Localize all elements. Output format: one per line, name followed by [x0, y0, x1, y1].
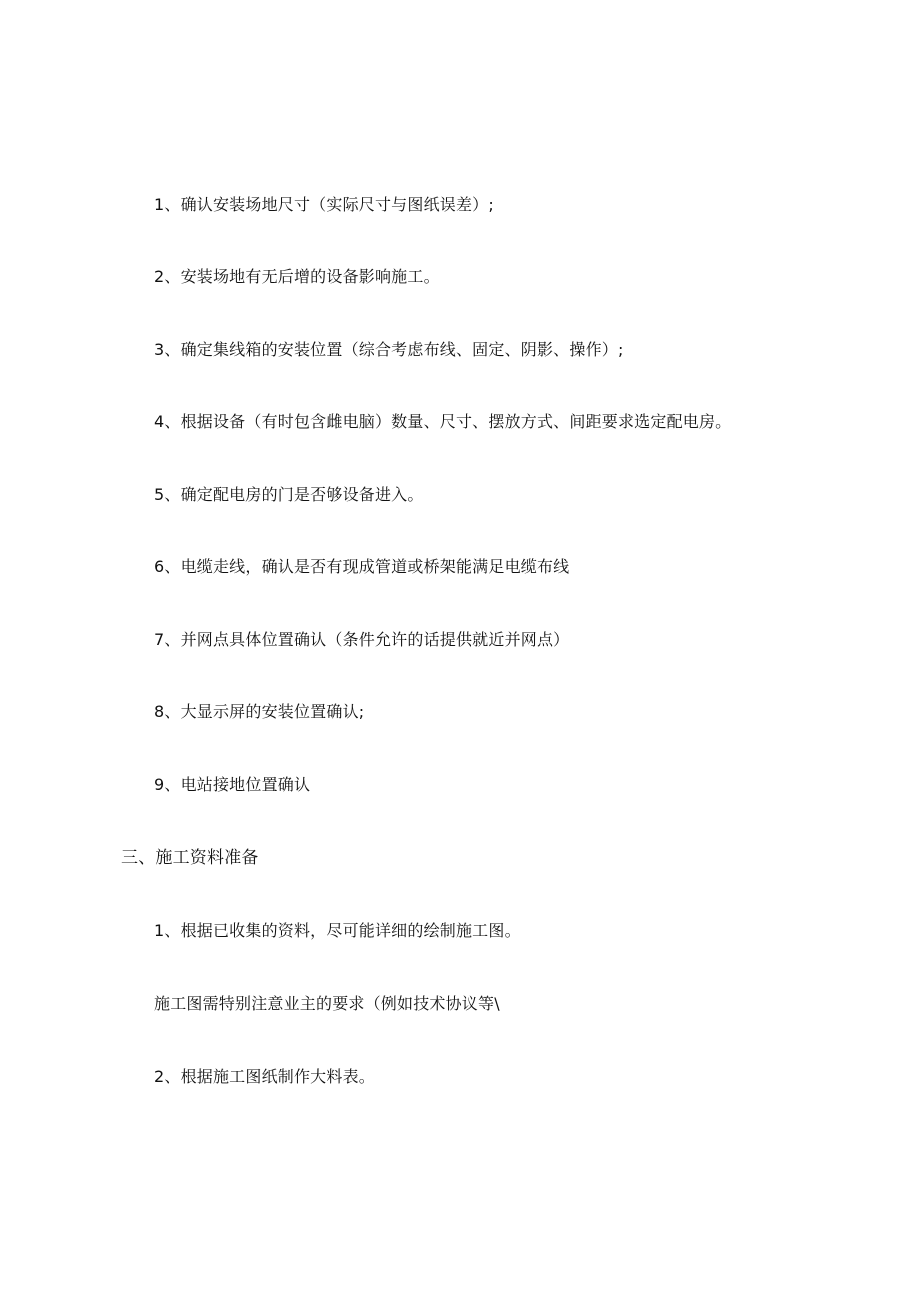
list-item-9: 9、电站接地位置确认: [154, 775, 311, 794]
list-item-2: 2、安装场地有无后增的设备影响施工。: [154, 267, 440, 286]
section-heading: 三、施工资料准备: [121, 848, 259, 868]
prep-item-1: 1、根据已收集的资料，尽可能详细的绘制施工图。: [154, 921, 521, 940]
list-item-7: 7、并网点具体位置确认（条件允许的话提供就近并网点）: [154, 630, 570, 649]
list-item-8: 8、大显示屏的安装位置确认;: [154, 702, 365, 721]
prep-item-2: 2、根据施工图纸制作大料表。: [154, 1067, 375, 1086]
list-item-6: 6、电缆走线，确认是否有现成管道或桥架能满足电缆布线: [154, 557, 570, 576]
list-item-1: 1、确认安装场地尺寸（实际尺寸与图纸误差）;: [154, 195, 494, 214]
list-item-3: 3、确定集线箱的安装位置（综合考虑布线、固定、阴影、操作）;: [154, 340, 624, 359]
prep-note: 施工图需特别注意业主的要求（例如技术协议等\: [154, 994, 500, 1013]
list-item-4: 4、根据设备（有时包含雌电脑）数量、尺寸、摆放方式、间距要求选定配电房。: [154, 412, 732, 431]
list-item-5: 5、确定配电房的门是否够设备进入。: [154, 485, 424, 504]
